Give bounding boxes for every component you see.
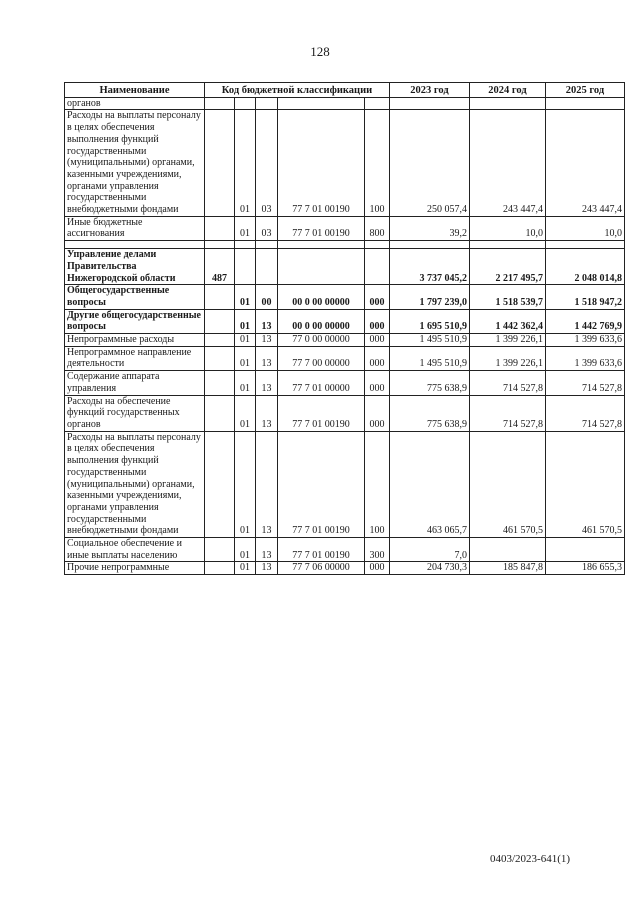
- cell-article: 77 7 01 00190: [278, 431, 365, 537]
- cell-value-2025: 243 447,4: [546, 110, 625, 216]
- cell-section: 01: [235, 395, 256, 431]
- cell-value-2025: 714 527,8: [546, 371, 625, 395]
- cell-value-2023: 775 638,9: [390, 395, 470, 431]
- cell-department: [205, 309, 235, 333]
- cell-name: Прочие непрограммные: [65, 562, 205, 575]
- cell-value-2025: 714 527,8: [546, 395, 625, 431]
- cell-article: 77 7 01 00190: [278, 216, 365, 240]
- cell-section: [235, 241, 256, 249]
- cell-value-2023: 250 057,4: [390, 110, 470, 216]
- cell-value-2025: [546, 538, 625, 562]
- header-2025: 2025 год: [546, 83, 625, 98]
- cell-expense-type: 000: [365, 562, 390, 575]
- cell-department: [205, 431, 235, 537]
- cell-department: [205, 216, 235, 240]
- cell-expense-type: 000: [365, 346, 390, 370]
- cell-value-2025: 186 655,3: [546, 562, 625, 575]
- cell-name: Иные бюджетные ассигнования: [65, 216, 205, 240]
- cell-value-2024: 1 399 226,1: [470, 334, 546, 347]
- cell-value-2023: 204 730,3: [390, 562, 470, 575]
- cell-department: 487: [205, 249, 235, 285]
- cell-value-2024: 1 399 226,1: [470, 346, 546, 370]
- table-row: [65, 371, 625, 395]
- cell-value-2024: 2 217 495,7: [470, 249, 546, 285]
- cell-department: [205, 395, 235, 431]
- cell-subsection: [256, 97, 278, 110]
- cell-section: 01: [235, 346, 256, 370]
- cell-value-2025: [546, 97, 625, 110]
- cell-article: 77 7 01 00190: [278, 538, 365, 562]
- header-row: [65, 83, 625, 98]
- cell-section: 01: [235, 538, 256, 562]
- cell-article: 77 0 00 00000: [278, 334, 365, 347]
- cell-section: 01: [235, 110, 256, 216]
- cell-section: [235, 249, 256, 285]
- cell-article: [278, 241, 365, 249]
- cell-value-2023: 3 737 045,2: [390, 249, 470, 285]
- cell-section: 01: [235, 309, 256, 333]
- cell-name: Другие общегосударственные вопросы: [65, 309, 205, 333]
- cell-article: [278, 249, 365, 285]
- cell-value-2024: 243 447,4: [470, 110, 546, 216]
- cell-value-2023: [390, 241, 470, 249]
- table-row: [65, 334, 625, 347]
- cell-subsection: 13: [256, 334, 278, 347]
- cell-article: 77 7 01 00000: [278, 371, 365, 395]
- cell-subsection: 13: [256, 395, 278, 431]
- cell-name: [65, 241, 205, 249]
- cell-value-2024: 185 847,8: [470, 562, 546, 575]
- cell-value-2025: 2 048 014,8: [546, 249, 625, 285]
- cell-expense-type: 000: [365, 334, 390, 347]
- cell-subsection: [256, 241, 278, 249]
- cell-value-2024: 714 527,8: [470, 395, 546, 431]
- cell-value-2023: 775 638,9: [390, 371, 470, 395]
- table-row: [65, 538, 625, 562]
- cell-department: [205, 346, 235, 370]
- table-row: [65, 249, 625, 285]
- table-row: [65, 562, 625, 575]
- cell-department: [205, 334, 235, 347]
- cell-value-2023: 39,2: [390, 216, 470, 240]
- table-row: [65, 285, 625, 309]
- cell-name: Общегосударственные вопросы: [65, 285, 205, 309]
- cell-value-2025: [546, 241, 625, 249]
- cell-value-2024: [470, 538, 546, 562]
- header-name: Наименование: [65, 83, 205, 98]
- table-row: [65, 431, 625, 537]
- cell-section: 01: [235, 371, 256, 395]
- cell-article: [278, 97, 365, 110]
- cell-department: [205, 110, 235, 216]
- table-row: [65, 395, 625, 431]
- cell-expense-type: 000: [365, 285, 390, 309]
- cell-name: Содержание аппарата управления: [65, 371, 205, 395]
- cell-subsection: 13: [256, 431, 278, 537]
- cell-name: органов: [65, 97, 205, 110]
- cell-section: 01: [235, 431, 256, 537]
- table-row: [65, 97, 625, 110]
- page-number: 128: [310, 44, 330, 59]
- cell-value-2025: 1 399 633,6: [546, 346, 625, 370]
- cell-article: 77 7 01 00190: [278, 395, 365, 431]
- cell-value-2023: 1 797 239,0: [390, 285, 470, 309]
- cell-subsection: 13: [256, 562, 278, 575]
- cell-value-2025: 1 518 947,2: [546, 285, 625, 309]
- cell-expense-type: [365, 249, 390, 285]
- cell-department: [205, 97, 235, 110]
- cell-expense-type: 100: [365, 110, 390, 216]
- cell-subsection: 00: [256, 285, 278, 309]
- cell-article: 77 7 06 00000: [278, 562, 365, 575]
- cell-section: 01: [235, 334, 256, 347]
- cell-subsection: 03: [256, 110, 278, 216]
- cell-name: Социальное обеспечение и иные выплаты населению: [65, 538, 205, 562]
- cell-name: Управление делами Правительства Нижегородской области: [65, 249, 205, 285]
- cell-expense-type: 000: [365, 395, 390, 431]
- cell-department: [205, 562, 235, 575]
- cell-subsection: 13: [256, 371, 278, 395]
- cell-article: 00 0 00 00000: [278, 309, 365, 333]
- cell-department: [205, 285, 235, 309]
- cell-value-2024: 1 442 362,4: [470, 309, 546, 333]
- cell-subsection: 13: [256, 538, 278, 562]
- cell-name: Расходы на выплаты персоналу в целях обеспечения выполнения функций государственными (муниципальными) органами, казенными учреждениями, органами управления государственными внебюджетными фондами: [65, 431, 205, 537]
- cell-value-2024: [470, 97, 546, 110]
- cell-expense-type: 800: [365, 216, 390, 240]
- cell-article: 77 7 00 00000: [278, 346, 365, 370]
- cell-value-2024: [470, 241, 546, 249]
- table-row: [65, 346, 625, 370]
- cell-article: 77 7 01 00190: [278, 110, 365, 216]
- table-row: [65, 110, 625, 216]
- header-code: Код бюджетной классификации: [205, 83, 390, 98]
- cell-expense-type: 100: [365, 431, 390, 537]
- cell-value-2023: 1 495 510,9: [390, 334, 470, 347]
- cell-article: 00 0 00 00000: [278, 285, 365, 309]
- table-body: [65, 97, 625, 574]
- cell-value-2025: 461 570,5: [546, 431, 625, 537]
- cell-department: [205, 241, 235, 249]
- cell-section: 01: [235, 562, 256, 575]
- cell-name: Непрограммные расходы: [65, 334, 205, 347]
- cell-expense-type: [365, 97, 390, 110]
- cell-value-2024: 714 527,8: [470, 371, 546, 395]
- cell-name: Расходы на обеспечение функций государственных органов: [65, 395, 205, 431]
- cell-subsection: [256, 249, 278, 285]
- cell-expense-type: [365, 241, 390, 249]
- cell-value-2024: 10,0: [470, 216, 546, 240]
- cell-section: 01: [235, 216, 256, 240]
- table-row: [65, 241, 625, 249]
- cell-expense-type: 300: [365, 538, 390, 562]
- budget-table: [64, 82, 625, 575]
- cell-name: Расходы на выплаты персоналу в целях обеспечения выполнения функций государственными (муниципальными) органами, казенными учреждениями, органами управления государственными внебюджетными фондами: [65, 110, 205, 216]
- cell-department: [205, 538, 235, 562]
- cell-value-2023: [390, 97, 470, 110]
- header-2023: 2023 год: [390, 83, 470, 98]
- header-2024: 2024 год: [470, 83, 546, 98]
- cell-subsection: 13: [256, 309, 278, 333]
- cell-value-2023: 1 695 510,9: [390, 309, 470, 333]
- cell-expense-type: 000: [365, 309, 390, 333]
- cell-expense-type: 000: [365, 371, 390, 395]
- cell-value-2025: 10,0: [546, 216, 625, 240]
- cell-department: [205, 371, 235, 395]
- table-row: [65, 309, 625, 333]
- cell-name: Непрограммное направление деятельности: [65, 346, 205, 370]
- cell-value-2025: 1 399 633,6: [546, 334, 625, 347]
- cell-subsection: 13: [256, 346, 278, 370]
- cell-value-2024: 1 518 539,7: [470, 285, 546, 309]
- cell-value-2025: 1 442 769,9: [546, 309, 625, 333]
- cell-subsection: 03: [256, 216, 278, 240]
- footer-code: 0403/2023-641(1): [490, 853, 571, 865]
- cell-value-2023: 7,0: [390, 538, 470, 562]
- cell-value-2023: 463 065,7: [390, 431, 470, 537]
- cell-value-2024: 461 570,5: [470, 431, 546, 537]
- cell-section: 01: [235, 285, 256, 309]
- table-row: [65, 216, 625, 240]
- cell-section: [235, 97, 256, 110]
- cell-value-2023: 1 495 510,9: [390, 346, 470, 370]
